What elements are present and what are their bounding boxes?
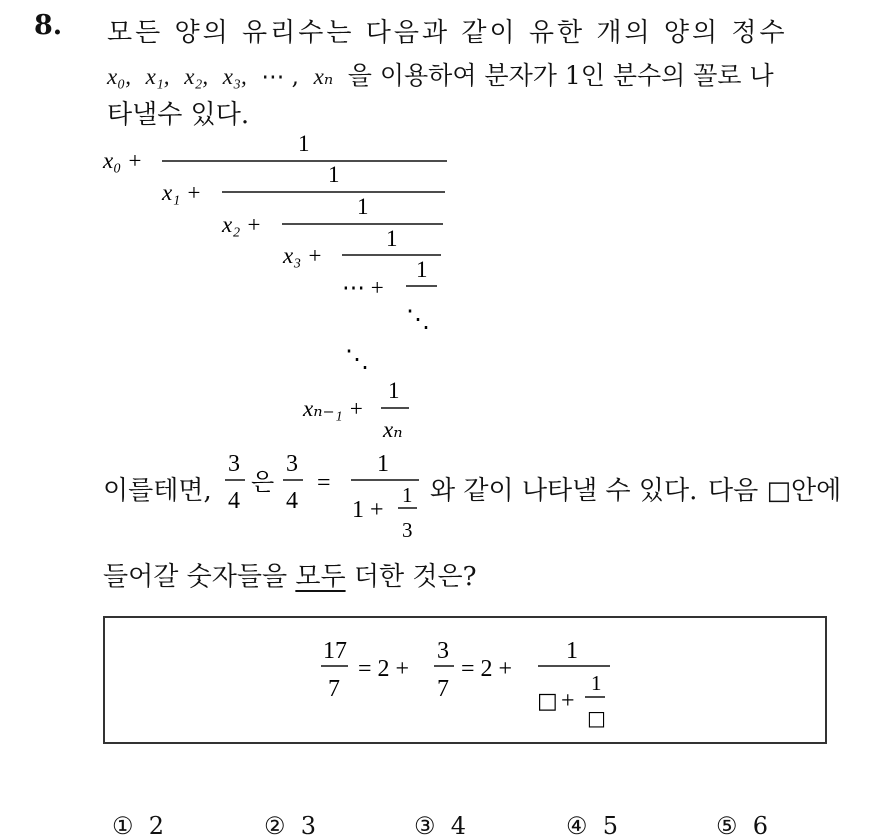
question-line-2-text: 을 이용하여 분자가 1인 분수의 꼴로 나 [347, 61, 774, 90]
ex-rhs-num: 3 [286, 451, 298, 477]
ex-cf-num: 1 [377, 451, 389, 477]
question-line-2 [107, 56, 774, 92]
cf-num-last: 1 [388, 378, 400, 403]
example-math [215, 445, 445, 550]
cf-term-1: x₁ + [162, 180, 202, 205]
choice-2-mark: ② [264, 812, 286, 840]
choice-1-mark: ① [112, 812, 134, 840]
cf-dots-inner: ⋱ [406, 307, 430, 333]
box-plus: + [561, 688, 575, 714]
ex-lhs-num: 3 [228, 451, 240, 477]
choice-3[interactable] [414, 812, 466, 840]
cf-den-last: xₙ [383, 417, 403, 442]
blank-box-1: □ [537, 689, 558, 714]
box-a-num: 17 [323, 638, 347, 664]
example-prefix: 이를테면, [103, 476, 212, 506]
var-x3: x₃, [222, 64, 247, 89]
question-line-last-a: 들어갈 숫자들을 [103, 562, 288, 592]
box-a-den: 7 [328, 676, 340, 702]
choice-2-value: 3 [300, 812, 317, 840]
question-line-1: 모든 양의 유리수는 다음과 같이 유한 개의 양의 정수 [107, 18, 788, 48]
choice-4-mark: ④ [566, 812, 588, 840]
cf-term-4: ⋯ + [342, 275, 384, 300]
var-x2: x₂, [184, 64, 209, 89]
cf-term-2: x₂ + [222, 212, 262, 237]
choice-5[interactable] [716, 812, 768, 840]
boxed-equation [105, 618, 825, 742]
box-eq1: = 2 + [358, 656, 410, 682]
box-inner-num: 1 [591, 671, 602, 695]
var-dots: ⋯ , [261, 64, 299, 90]
choice-5-mark: ⑤ [716, 812, 738, 840]
choice-4[interactable] [566, 812, 618, 840]
var-x0: x₀, [107, 64, 131, 89]
choice-1[interactable] [112, 812, 164, 840]
cf-num-3: 1 [386, 226, 398, 251]
ex-eq: = [317, 470, 331, 496]
question-line-last [103, 556, 477, 593]
ex-cf-base: 1 + [352, 497, 384, 523]
example-suffix-1: 와 같이 나타낼 수 있다. [430, 476, 698, 506]
choice-5-value: 6 [752, 812, 769, 840]
cf-num-0: 1 [298, 131, 310, 156]
box-c-num: 1 [566, 638, 578, 664]
choice-1-value: 2 [148, 812, 165, 840]
blank-box-2: □ [587, 706, 606, 730]
question-number: 8. [34, 10, 63, 41]
box-b-num: 3 [437, 638, 449, 664]
var-xn: xₙ [313, 64, 334, 89]
choice-2[interactable] [264, 812, 316, 840]
choice-4-value: 5 [602, 812, 619, 840]
box-b-den: 7 [437, 676, 449, 702]
ex-cf-inner-den: 3 [402, 518, 413, 542]
ex-lhs-den: 4 [228, 488, 240, 514]
cf-term-3: x₃ + [283, 243, 323, 268]
choice-3-mark: ③ [414, 812, 436, 840]
cf-num-2: 1 [357, 194, 369, 219]
choice-3-value: 4 [450, 812, 467, 840]
emphasis-all: 모두 [295, 562, 346, 592]
var-x1: x₁, [145, 64, 170, 89]
ex-particle: 은 [251, 468, 275, 496]
box-eq2: = 2 + [461, 656, 513, 682]
question-line-last-c: 더한 것은? [353, 562, 477, 592]
cf-dots-outer: ⋱ [345, 347, 369, 373]
ex-rhs-den: 4 [286, 488, 298, 514]
problem-box [103, 616, 827, 744]
example-suffix-2: 다음 □안에 [708, 476, 842, 506]
cf-num-4: 1 [416, 257, 428, 282]
cf-term-0: x₀ + [103, 148, 143, 173]
cf-num-1: 1 [328, 162, 340, 187]
question-line-3: 타낼수 있다. [107, 100, 250, 130]
continued-fraction [0, 120, 884, 450]
ex-cf-inner-num: 1 [402, 483, 413, 507]
cf-term-last: xₙ₋₁ + [303, 396, 364, 421]
